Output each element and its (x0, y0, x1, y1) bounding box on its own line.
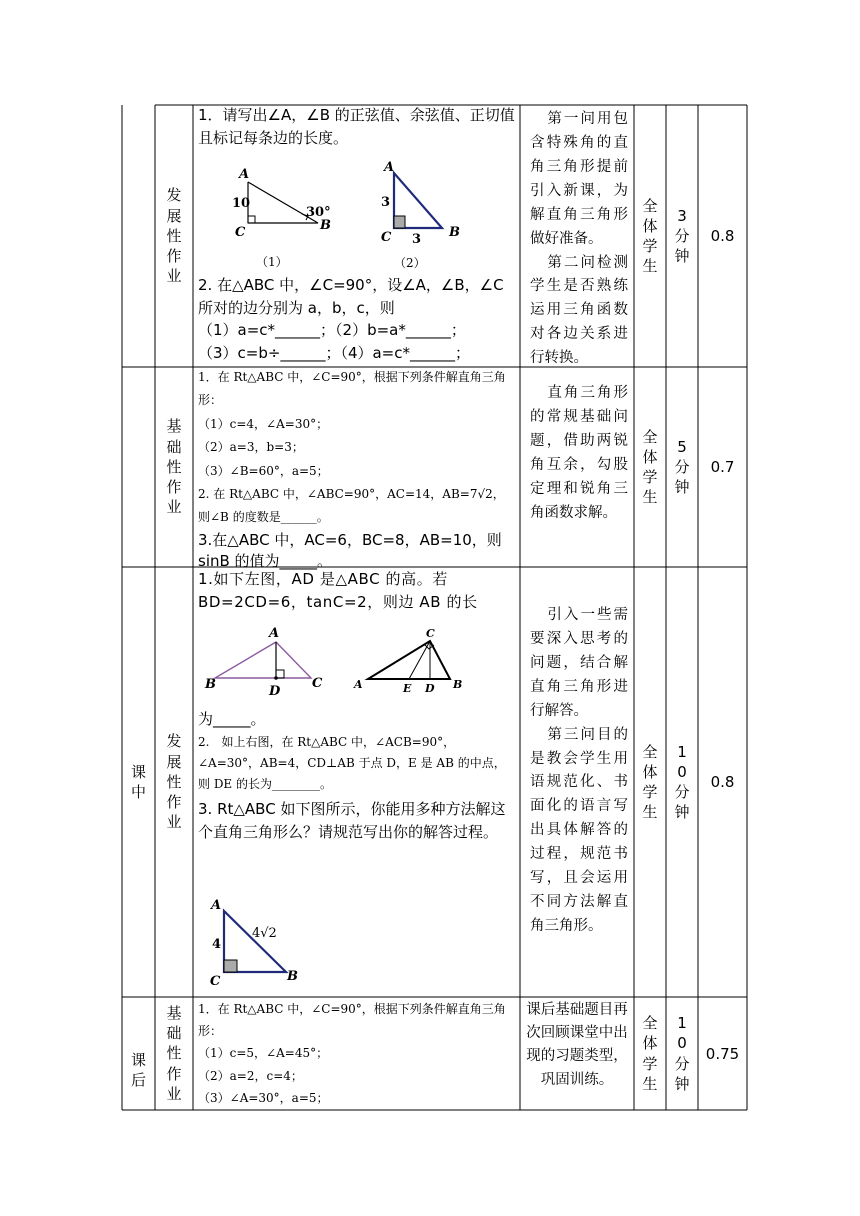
row4-students-char: 生 (642, 1074, 658, 1093)
fig2-side-h: 3 (412, 232, 422, 247)
row1-students-char: 生 (642, 257, 658, 276)
row4-time-char: 钟 (674, 1074, 690, 1093)
row1-purpose-p: 第二问检测学生是否熟练运用三角函数对各边关系进行转换。 (530, 254, 628, 367)
row1-type-char: 性 (166, 226, 182, 245)
row4-section-char: 后 (130, 1071, 146, 1089)
row4-students-char: 学 (642, 1054, 658, 1073)
row3-type-char: 业 (166, 813, 182, 832)
row4-time-char: 0 (677, 1034, 687, 1053)
row3-purpose (520, 604, 634, 939)
row3-figure-right (350, 624, 475, 694)
fig1-label-B: B (320, 218, 331, 233)
row1-score: 0.8 (710, 227, 735, 245)
row1-type-char: 作 (166, 247, 182, 266)
figR-label-A: A (354, 678, 363, 691)
row2-line: （3）∠B=60°，a=5； (198, 463, 329, 478)
row1-students-char: 体 (642, 216, 658, 235)
row3-students (634, 567, 666, 997)
row2-students-char: 全 (642, 427, 658, 446)
row3-question1: 1.如下左图，AD 是△ABC 的高。若 BD=2CD=6，tanC=2，则边 AB 的长 (198, 570, 478, 612)
row2-time-char: 分 (674, 457, 690, 476)
row2-question3: 3.在△ABC 中，AC=6，BC=8，AB=10，则 sinB 的值为_____。 (198, 530, 502, 571)
row4-line: （3）∠A=30°，a=5； (198, 1090, 329, 1105)
row4-purpose-p: 课后基础题目再次回顾课堂中出现的习题类型，巩固训练。 (526, 1002, 628, 1088)
row1-purpose (520, 108, 634, 371)
row3-section-char: 中 (130, 783, 146, 801)
row1-students-char: 全 (642, 196, 658, 215)
figL-label-B: B (205, 677, 216, 692)
row3-time-char: 0 (677, 762, 687, 781)
fig3-label-C: C (210, 974, 221, 989)
row1-question2 (198, 274, 516, 364)
row4-students-char: 全 (642, 1014, 658, 1032)
row1-q2-line: （1）a=c*______；（2）b=a*______； (198, 321, 466, 339)
fig1-side-label: 10 (232, 196, 251, 211)
row1-time (666, 105, 698, 367)
row3-section (122, 567, 155, 997)
row2-students (634, 367, 666, 567)
row4-students-char: 体 (642, 1034, 658, 1053)
row3-type-char: 发 (166, 732, 182, 751)
fig2-label-C: C (381, 230, 392, 245)
figL-label-A: A (269, 626, 280, 641)
row1-type-char: 发 (166, 186, 182, 205)
row4-type-char: 性 (166, 1044, 182, 1063)
row1-time-char: 分 (674, 226, 690, 245)
row3-figure3 (205, 893, 305, 991)
row1-type-char: 展 (166, 206, 182, 225)
fig3-hyp: 4√2 (252, 926, 277, 941)
row2-line: （2）a=3，b=3； (198, 440, 304, 455)
fig3-label-A: A (211, 898, 222, 913)
row2-type-char: 基 (166, 417, 182, 436)
fig2-caption: （2） (394, 256, 426, 270)
fig1-label-A: A (239, 167, 250, 182)
fig1-caption: （1） (256, 255, 288, 269)
row4-type-char: 础 (166, 1024, 182, 1043)
figR-label-B: B (453, 678, 463, 691)
row2-line: （1）c=4，∠A=30°； (198, 416, 329, 431)
row2-content (198, 366, 516, 573)
row1-q2-line: （3）c=b÷______；（4）a=c*______； (198, 343, 471, 362)
row3-students-char: 体 (642, 762, 658, 781)
row4-type-char: 基 (166, 1003, 182, 1022)
row2-time (666, 367, 698, 567)
row4-section (122, 1030, 155, 1110)
row1-question1: 1．请写出∠A，∠B 的正弦值、余弦值、正切值且标记每条边的长度。 (198, 106, 515, 148)
row2-time-char: 5 (677, 437, 687, 456)
row1-figure2 (372, 158, 472, 270)
row3-score: 0.8 (710, 773, 735, 791)
row3-purpose-p: 引入一些需要深入思考的问题，结合解直角三角形进行解答。 (530, 607, 628, 719)
figR-label-C: C (426, 627, 435, 640)
row3-time (666, 567, 698, 997)
row4-content (198, 998, 516, 1109)
fig2-label-A: A (384, 160, 395, 175)
row1-time-char: 钟 (674, 247, 690, 266)
row3-type-char: 展 (166, 752, 182, 771)
fig2-side-v: 3 (381, 195, 391, 210)
row4-type-char: 业 (166, 1084, 182, 1103)
row4-type (155, 997, 193, 1110)
row3-question3: 3. Rt△ABC 如下图所示，你能用多种方法解这个直角三角形么？请规范写出你的解答过程。 (198, 800, 506, 841)
row3-question2: 2. 如上右图，在 Rt△ABC 中，∠ACB=90°，∠A=30°，AB=4，CD⊥AB 于点 D，E 是 AB 的中点，则 DE 的长为________。 (198, 735, 506, 791)
row1-students-char: 学 (642, 237, 658, 255)
row4-purpose (520, 999, 634, 1092)
row2-students-char: 体 (642, 447, 658, 466)
row4-line: （2）a=2，c=4； (198, 1068, 303, 1083)
row3-type (155, 567, 193, 997)
fig3-label-B: B (287, 969, 298, 984)
row3-question1-answer: 为_____。 (198, 710, 266, 728)
row3-figure-left (203, 624, 333, 700)
row1-q2-line: 2. 在△ABC 中，∠C=90°，设∠A，∠B，∠C 所对的边分别为 a，b，c，则 (198, 276, 504, 317)
row3-time-char: 分 (674, 783, 690, 801)
row4-type-char: 作 (166, 1064, 182, 1083)
row4-score: 0.75 (705, 1044, 740, 1063)
row2-type-char: 业 (166, 498, 182, 517)
row3-time-char: 1 (677, 742, 687, 761)
row4-time-char: 1 (677, 1014, 687, 1032)
row4-line: （1）c=5，∠A=45°； (198, 1046, 329, 1061)
row2-type (155, 367, 193, 567)
row3-students-char: 全 (642, 742, 658, 761)
row2-purpose-p: 直角三角形的常规基础问题，借助两锐角互余，勾股定理和锐角三角函数求解。 (530, 385, 628, 521)
row2-type-char: 性 (166, 457, 182, 476)
row2-time-char: 钟 (674, 478, 690, 497)
row1-time-char: 3 (677, 206, 687, 225)
row2-type-char: 作 (166, 478, 182, 497)
row1-figure1 (222, 160, 342, 270)
row2-line: 2. 在 Rt△ABC 中，∠ABC=90°，AC=14，AB=7√2，则∠B 的度数是______。 (198, 486, 505, 525)
row4-section-char: 课 (130, 1050, 146, 1069)
row2-score: 0.7 (710, 458, 735, 476)
row2-purpose (520, 382, 634, 526)
row4-time-char: 分 (674, 1054, 690, 1073)
row4-students (634, 997, 666, 1110)
row3-time-char: 钟 (674, 803, 690, 822)
row3-section-char: 课 (130, 762, 146, 781)
figL-label-D: D (269, 684, 281, 699)
figR-label-D: D (425, 682, 435, 694)
row4-line: 1．在 Rt△ABC 中，∠C=90°，根据下列条件解直角三角形： (198, 1002, 506, 1039)
fig3-side: 4 (212, 937, 222, 952)
row3-type-char: 作 (166, 793, 182, 812)
row3-students-char: 生 (642, 803, 658, 822)
figR-label-E: E (403, 682, 412, 694)
row3-students-char: 学 (642, 783, 658, 801)
row4-time (666, 997, 698, 1110)
row1-type-char: 业 (166, 267, 182, 286)
row3-purpose-p: 第三问目的是教会学生用语规范化、书面化的语言写出具体解答的过程，规范书写，且会运用不同方法解直角三角形。 (530, 726, 628, 934)
row1-type (155, 105, 193, 367)
fig1-angle-label: 30° (306, 205, 331, 220)
fig1-label-C: C (235, 225, 246, 240)
figL-label-C: C (312, 676, 323, 691)
row2-students-char: 学 (642, 468, 658, 486)
row2-line: 1．在 Rt△ABC 中，∠C=90°，根据下列条件解直角三角形： (198, 370, 506, 408)
row1-content (198, 104, 516, 151)
fig2-label-B: B (449, 225, 460, 240)
row2-students-char: 生 (642, 488, 658, 507)
row1-students (634, 105, 666, 367)
row2-type-char: 础 (166, 437, 182, 456)
row3-type-char: 性 (166, 772, 182, 791)
row1-purpose-p: 第一问用包含特殊角的直角三角形提前引入新课，为解直角三角形做好准备。 (530, 111, 628, 247)
